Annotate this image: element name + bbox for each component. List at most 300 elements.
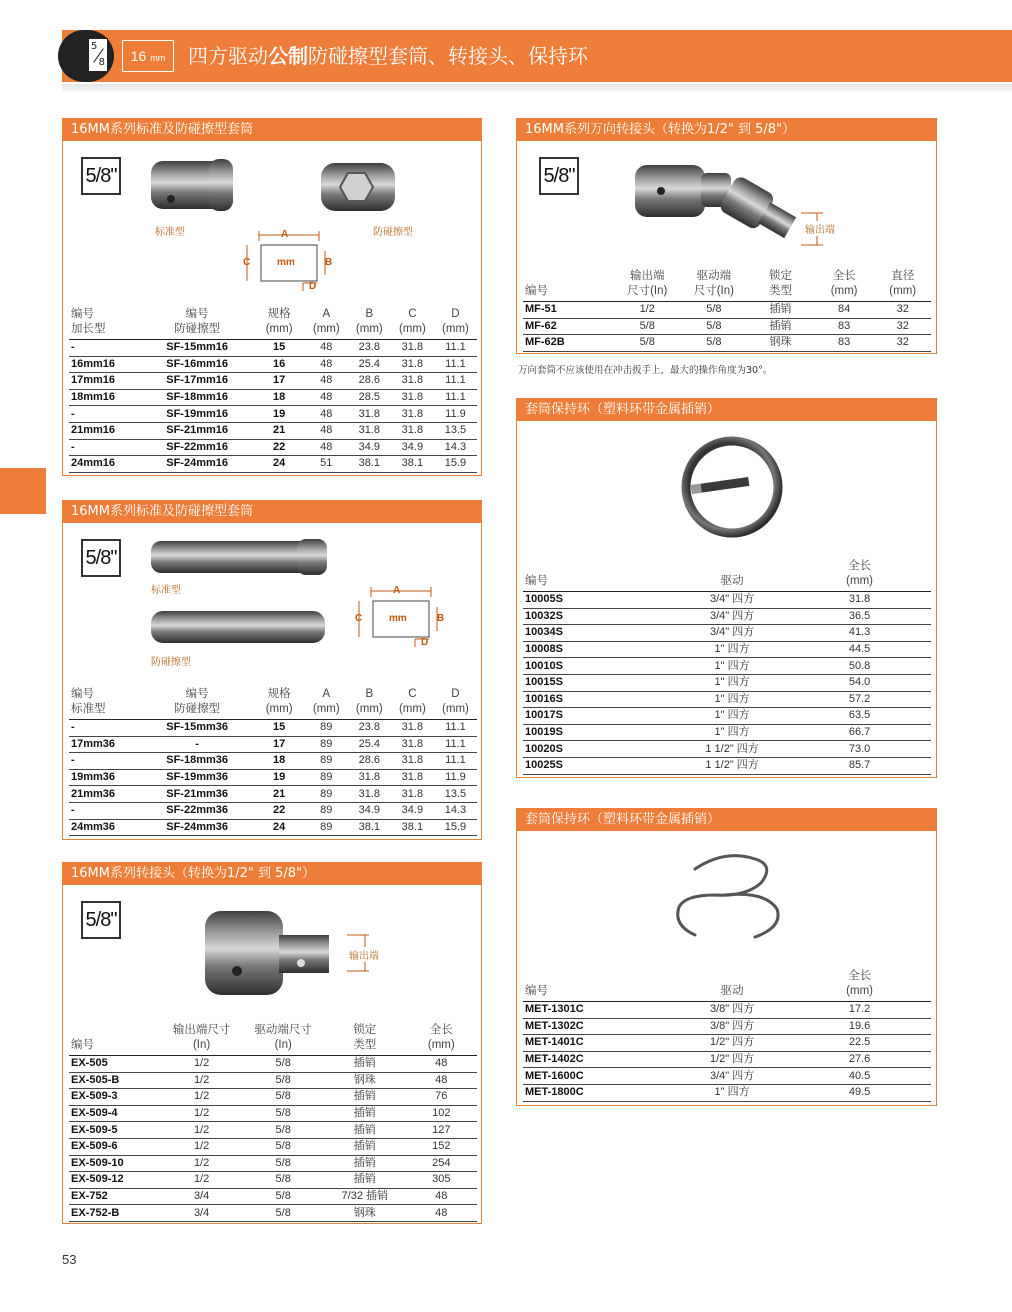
table-cell: EX-509-4 [69,1105,161,1122]
table-cell: 5/8 [242,1056,324,1073]
panel-title: 16MM系列转接头（转换为1/2" 到 5/8"） [63,863,481,885]
table-cell: 31.8 [391,736,434,753]
column-header-line: A [322,308,331,320]
table-cell: 插销 [324,1089,406,1106]
table-row [523,1035,931,1052]
table-cell: 73.0 [788,741,931,758]
table-cell: 83 [814,335,875,352]
table-cell: 40.5 [788,1068,931,1085]
table-cell: 10016S [523,691,676,708]
column-header-line: 输出端 [629,270,665,282]
table-row [69,439,477,456]
table-cell: 38.1 [391,456,434,473]
column-header-line: 输出端尺寸 [172,1024,231,1036]
table-cell: 10005S [523,592,676,609]
table-cell: 1" 四方 [676,658,788,675]
column-header-line: (In) [192,1039,211,1051]
table-cell: 5/8 [242,1105,324,1122]
table-cell: 15 [254,720,305,737]
table-cell: 3/4" 四方 [676,1068,788,1085]
column-header-line: (mm) [442,323,469,335]
panel-title: 套筒保持环（塑料环带金属插销） [517,399,936,421]
table-cell: 14.3 [434,439,477,456]
table-cell: 50.8 [788,658,931,675]
column-header-line: 直径 [891,270,915,282]
table-header-row [69,1023,477,1056]
table-row [523,1068,931,1085]
table-row [69,1105,477,1122]
table-cell: 1" 四方 [676,691,788,708]
page-number: 53 [62,1252,77,1267]
table-cell: 24mm16 [69,456,141,473]
table-cell: 5/8 [681,302,748,319]
table-row [69,1056,477,1073]
table-cell: SF-15mm16 [141,340,254,357]
table-cell: 15.9 [434,819,477,836]
panel-long-sockets [62,500,482,840]
table-cell: 1/2" 四方 [676,1051,788,1068]
table-row [69,456,477,473]
table-cell: SF-16mm16 [141,356,254,373]
table-cell: 31.8 [348,769,391,786]
table-cell: 25.4 [348,356,391,373]
column-header [141,307,254,340]
table-cell: 54.0 [788,674,931,691]
table-row [523,708,931,725]
table-cell: 63.5 [788,708,931,725]
column-header-line: 尺寸(In) [627,285,668,297]
table-header-row [69,307,477,340]
table-cell: - [69,753,141,770]
table-row [69,1155,477,1172]
table-cell: 插销 [747,318,814,335]
table-cell: 48 [406,1056,477,1073]
column-header [305,687,348,720]
table-cell: 5/8 [614,318,681,335]
title-part-b: 公制 [268,44,308,68]
column-header-line: 驱动 [720,575,744,587]
table-cell: 5/8 [681,318,748,335]
table-cell: 5/8 [242,1089,324,1106]
table-cell: 11.1 [434,373,477,390]
table-cell: 11.1 [434,356,477,373]
column-header [788,969,931,1002]
dim-c: C [243,257,251,268]
panel-retaining-rings [516,398,937,778]
table-cell: 19.6 [788,1018,931,1035]
table-cell: - [141,736,254,753]
table-cell: EX-752 [69,1188,161,1205]
table-cell: 3/4" 四方 [676,592,788,609]
table-cell: 48 [305,356,348,373]
long-standard-socket-image [147,535,329,579]
table-cell: EX-509-5 [69,1122,161,1139]
column-header-line: (In) [274,1039,292,1051]
table-cell: - [69,340,141,357]
fraction-top: 5 [91,41,98,52]
column-header [141,687,254,720]
panel-title: 16MM系列万向转接头（转换为1/2" 到 5/8"） [517,119,936,141]
table-cell: 23.8 [348,720,391,737]
table-row [523,335,931,352]
table-cell: 21mm16 [69,422,141,439]
column-header-line: (mm) [889,285,917,297]
table-cell: 36.5 [788,608,931,625]
table-row [523,757,931,774]
table-cell: 插销 [324,1122,406,1139]
table-cell: 16mm16 [69,356,141,373]
table-cell: 85.7 [788,757,931,774]
column-header-line: D [451,688,460,700]
table-cell: 1" 四方 [676,674,788,691]
table-row [69,389,477,406]
table-cell: 19mm36 [69,769,141,786]
table-cell: 5/8 [681,335,748,352]
column-header-line: 全长 [848,560,872,572]
panel-standard-sockets [62,118,482,476]
table-cell: 11.1 [434,753,477,770]
dim-c: C [355,613,363,624]
table-cell: 21 [254,786,305,803]
table-row [523,1018,931,1035]
table-cell: MET-1301C [523,1002,676,1019]
column-header-line: 编号 [71,688,94,700]
table-cell: 1 1/2" 四方 [676,741,788,758]
table-row [523,1051,931,1068]
table-cell: 插销 [324,1056,406,1073]
column-header-line: 编号 [71,1039,94,1051]
table-cell: 31.8 [391,356,434,373]
retaining-clips-table [523,969,931,1102]
table-cell: 22 [254,802,305,819]
table-cell: 1/2 [161,1072,243,1089]
panel-universal-adapters [516,118,937,354]
table-cell: 76 [406,1089,477,1106]
metric-value: 16 [130,48,147,64]
table-cell: 5/8 [242,1138,324,1155]
table-cell: 31.8 [391,769,434,786]
table-cell: 89 [305,736,348,753]
standard-sockets-table [69,307,477,473]
table-cell: 11.9 [434,769,477,786]
column-header [242,1023,324,1056]
table-cell: 305 [406,1172,477,1189]
table-cell: 31.8 [391,373,434,390]
column-header [348,687,391,720]
table-cell: 19 [254,769,305,786]
table-cell: 23.8 [348,340,391,357]
table-cell: 11.1 [434,720,477,737]
table-cell: 38.1 [348,456,391,473]
column-header-line: 全长 [848,970,872,982]
table-cell: 21 [254,422,305,439]
column-header [788,559,931,592]
panel-adapters [62,862,482,1224]
label-protect-type: 防碰擦型 [151,657,191,668]
table-row [69,373,477,390]
column-header-line: C [408,688,417,700]
table-cell: 152 [406,1138,477,1155]
table-cell: 15.9 [434,456,477,473]
table-cell: 10025S [523,757,676,774]
table-cell: SF-18mm16 [141,389,254,406]
table-cell: 31.8 [391,753,434,770]
column-header-line: 规格 [267,688,291,700]
column-header [434,687,477,720]
column-header-line: 编号 [525,575,548,587]
table-cell: 11.1 [434,389,477,406]
table-cell: 3/8" 四方 [676,1002,788,1019]
table-row [69,1089,477,1106]
title-part-a: 四方驱动 [188,44,268,68]
dim-d: D [421,637,429,648]
table-cell: 49.5 [788,1084,931,1101]
table-cell: 24mm36 [69,819,141,836]
table-cell: 17.2 [788,1002,931,1019]
table-cell: 5/8 [242,1172,324,1189]
column-header [874,269,931,302]
output-end-label: 输出端 [349,947,379,962]
table-cell: 31.8 [391,389,434,406]
table-cell: 钢珠 [324,1072,406,1089]
label-standard-type: 标准型 [151,585,181,596]
table-row [523,592,931,609]
table-header-row [523,269,931,302]
table-cell: MF-62 [523,318,614,335]
table-cell: 13.5 [434,786,477,803]
table-cell: 44.5 [788,641,931,658]
table-cell: 5/8 [242,1188,324,1205]
long-sockets-table [69,687,477,836]
long-protect-socket-image [147,605,329,649]
table-cell: 10015S [523,674,676,691]
table-cell: 31.8 [391,720,434,737]
label-standard-type: 标准型 [155,227,185,238]
table-header-row [523,559,931,592]
table-cell: MET-1600C [523,1068,676,1085]
adapters-table [69,1023,477,1222]
table-cell: 3/4" 四方 [676,608,788,625]
table-cell: 89 [305,769,348,786]
adapter-image [201,905,361,1001]
table-row [69,802,477,819]
column-header [523,969,676,1002]
table-row [69,1205,477,1222]
table-cell: 14.3 [434,802,477,819]
column-header [69,687,141,720]
table-cell: 31.8 [391,340,434,357]
table-cell: 24 [254,456,305,473]
table-cell: 25.4 [348,736,391,753]
table-cell: 7/32 插销 [324,1188,406,1205]
table-cell: 10019S [523,724,676,741]
table-cell: 5/8 [242,1072,324,1089]
column-header-line: 类型 [768,285,792,297]
table-cell: 48 [305,406,348,423]
panel-title: 套筒保持环（塑料环带金属插销） [517,809,936,831]
table-cell: 17mm36 [69,736,141,753]
column-header-line: 驱动端 [696,270,732,282]
column-header [69,307,141,340]
dim-b: B [437,613,445,624]
table-row [523,741,931,758]
table-row [69,736,477,753]
table-cell: 21mm36 [69,786,141,803]
table-cell: 10034S [523,625,676,642]
table-cell: 28.6 [348,373,391,390]
label-protect-type: 防碰擦型 [373,227,413,238]
table-cell: 1 1/2" 四方 [676,757,788,774]
column-header-line: 规格 [267,308,291,320]
table-cell: 10008S [523,641,676,658]
table-cell: 18 [254,753,305,770]
page-header [62,30,1012,82]
table-cell: 3/8" 四方 [676,1018,788,1035]
column-header-line: (mm) [442,703,469,715]
table-cell: 32 [874,318,931,335]
section-side-tab [0,468,46,514]
table-cell: 1" 四方 [676,641,788,658]
column-header [681,269,748,302]
fraction-bottom: 8 [98,57,105,68]
table-cell: SF-21mm16 [141,422,254,439]
table-cell: 31.8 [348,406,391,423]
column-header-line: (mm) [427,1039,455,1051]
table-cell: 127 [406,1122,477,1139]
table-cell: 1" 四方 [676,1084,788,1101]
table-row [523,724,931,741]
dim-b: B [325,257,333,268]
table-cell: EX-752-B [69,1205,161,1222]
table-row [69,753,477,770]
table-cell: 1/2 [161,1105,243,1122]
table-row [69,406,477,423]
column-header [391,307,434,340]
table-cell: - [69,802,141,819]
column-header [676,969,788,1002]
table-cell: EX-505-B [69,1072,161,1089]
table-cell: 5/8 [614,335,681,352]
column-header-line: 标准型 [71,703,106,715]
table-cell: 34.9 [391,802,434,819]
table-cell: 32 [874,335,931,352]
column-header-line: (mm) [355,703,383,715]
table-cell: 1/2 [161,1089,243,1106]
table-row [69,720,477,737]
column-header-line: 尺寸(In) [693,285,734,297]
table-cell: 57.2 [788,691,931,708]
table-cell: SF-15mm36 [141,720,254,737]
table-cell: 48 [305,340,348,357]
table-cell: SF-19mm16 [141,406,254,423]
drive-size-badge: 5/8" [539,157,579,195]
header-divider [62,84,1012,92]
table-cell: 1" 四方 [676,724,788,741]
table-cell: 3/4 [161,1188,243,1205]
dim-a: A [281,229,289,240]
table-row [69,356,477,373]
column-header [305,307,348,340]
table-cell: 89 [305,819,348,836]
table-cell: MET-1800C [523,1084,676,1101]
column-header-line: (mm) [846,985,873,997]
column-header [406,1023,477,1056]
table-cell: 48 [406,1205,477,1222]
table-cell: 34.9 [391,439,434,456]
column-header-line: 驱动端尺寸 [254,1024,312,1036]
table-cell: 3/4" 四方 [676,625,788,642]
column-header-line: 编号 [525,285,548,297]
header-metric-size [122,40,174,72]
table-cell: 19 [254,406,305,423]
panel-title: 16MM系列标准及防碰擦型套筒 [63,119,481,141]
table-row [523,691,931,708]
table-cell: EX-509-10 [69,1155,161,1172]
retaining-clip-image [665,849,795,949]
table-cell: 38.1 [348,819,391,836]
column-header-line: (mm) [265,703,293,715]
table-cell: 27.6 [788,1051,931,1068]
column-header [434,307,477,340]
table-cell: 48 [305,373,348,390]
protect-socket-image [315,159,401,215]
table-cell: SF-22mm36 [141,802,254,819]
column-header-line: B [365,688,374,700]
table-row [523,625,931,642]
table-cell: 1" 四方 [676,708,788,725]
column-header-line: C [408,308,417,320]
table-cell: SF-18mm36 [141,753,254,770]
table-row [69,340,477,357]
table-cell: 1/2 [161,1122,243,1139]
table-row [523,641,931,658]
table-cell: 48 [305,439,348,456]
table-cell: 17 [254,373,305,390]
column-header [814,269,875,302]
table-cell: 13.5 [434,422,477,439]
universal-adapter-note: 万向套筒不应该使用在冲击扳手上，最大的操作角度为30°。 [518,365,773,376]
table-cell: 89 [305,802,348,819]
table-row [69,1138,477,1155]
table-cell: 1/2" 四方 [676,1035,788,1052]
table-cell: 89 [305,720,348,737]
column-header-line: 类型 [353,1039,377,1051]
column-header-line: (mm) [312,323,340,335]
table-cell: 17 [254,736,305,753]
column-header-line: 编号 [525,985,548,997]
column-header-line: 驱动 [720,985,744,997]
title-part-c: 防碰擦型套筒、转接头、保持环 [308,44,588,68]
table-row [523,608,931,625]
standard-socket-image [147,155,237,215]
table-cell: 89 [305,786,348,803]
column-header-line: 全长 [832,270,856,282]
table-cell: SF-21mm36 [141,786,254,803]
table-header-row [69,687,477,720]
table-cell: - [69,406,141,423]
column-header [391,687,434,720]
table-cell: 插销 [324,1172,406,1189]
table-cell: 22 [254,439,305,456]
table-cell: 89 [305,753,348,770]
table-cell: 254 [406,1155,477,1172]
table-cell: 15 [254,340,305,357]
table-cell: 5/8 [242,1155,324,1172]
table-cell: 18mm16 [69,389,141,406]
table-cell: SF-22mm16 [141,439,254,456]
table-row [523,302,931,319]
table-cell: MET-1401C [523,1035,676,1052]
